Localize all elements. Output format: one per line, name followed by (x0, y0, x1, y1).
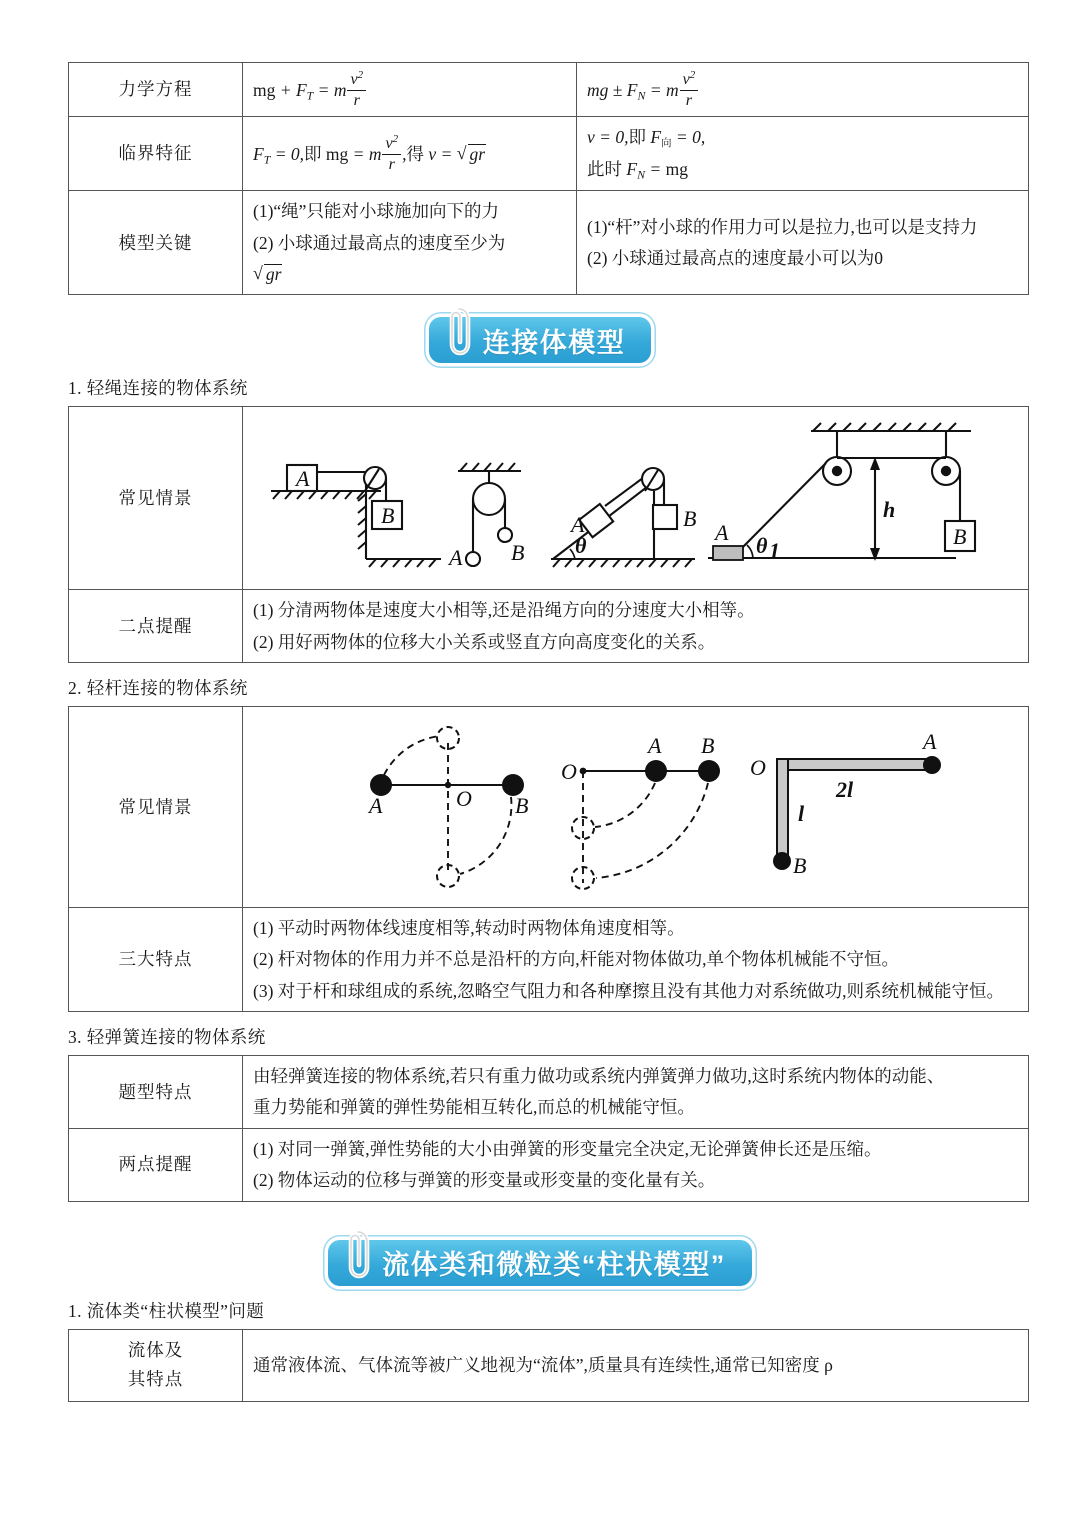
fluid-description-text: 通常液体流、气体流等被广义地视为“流体”,质量具有连续性,通常已知密度 ρ (253, 1355, 833, 1376)
svg-text:h: h (883, 497, 896, 523)
row-label-two-reminders: 二点提醒 (69, 590, 243, 663)
spring-reminder-2: (2) 物体运动的位移与弹簧的形变量或形变量的变化量有关。 (253, 1170, 716, 1191)
svg-text:A: A (369, 793, 383, 819)
table-row (69, 116, 1029, 191)
table-row (69, 908, 1029, 1012)
spring-problem-features (243, 1056, 1029, 1129)
table-row (69, 191, 1029, 295)
table-row (69, 707, 1029, 908)
svg-text:B: B (953, 524, 967, 550)
subsection-heading-rod: 2. 轻杆连接的物体系统 (68, 678, 248, 699)
table-row (69, 407, 1029, 590)
svg-text:O: O (561, 759, 577, 785)
row-label-problem-features: 题型特点 (69, 1056, 243, 1129)
table-row (69, 1056, 1029, 1129)
fig-two-pulleys-height (708, 423, 975, 563)
rod-mechanics-equation: mg ± $F_N = m$ $\frac{v^2}{r}$ (577, 63, 1029, 117)
row-label-three-features: 三大特点 (69, 908, 243, 1012)
row-label-common-scenes-rod: 常见情景 (69, 707, 243, 908)
paperclip-icon (334, 1226, 372, 1280)
spring-reminder-1: (1) 对同一弹簧,弹性势能的大小由弹簧的形变量完全决定,无论弹簧伸长还是压缩。 (253, 1138, 882, 1159)
row-label-two-reminders-spring: 两点提醒 (69, 1128, 243, 1201)
svg-text:O: O (750, 755, 766, 781)
subsection-heading-spring: 3. 轻弹簧连接的物体系统 (68, 1027, 266, 1048)
fluid-label-line-1: 流体及 (127, 1339, 184, 1360)
rod-features (243, 908, 1029, 1012)
fig-incline-pulley (551, 468, 696, 567)
svg-text:B: B (793, 853, 807, 879)
rope-reminders (243, 590, 1029, 663)
fluid-description (243, 1329, 1029, 1402)
rod-diagram-svg (253, 713, 1033, 901)
svg-text:θ: θ (756, 533, 768, 559)
fig-ceiling-pulley (447, 463, 524, 570)
rope-model-key: (1)“绳”只能对小球施加向下的力 (2) 小球通过最高点的速度至少为 √ gr (243, 191, 577, 295)
fig-L-shaped-rod (750, 729, 941, 878)
rope-critical-feature: $F_T = 0$,即 mg = m $\frac{v^2}{r}$ ,得 v = √ gr (243, 116, 577, 191)
rod-model-key (577, 191, 1029, 295)
rope-connected-systems-diagram (243, 407, 1029, 590)
fluid-column-table (68, 1329, 1029, 1403)
rope-reminder-2: (2) 用好两物体的位移大小关系或竖直方向高度变化的关系。 (253, 631, 716, 652)
svg-text:B: B (381, 503, 395, 529)
spring-feature-line-2: 重力势能和弹簧的弹性势能相互转化,而总的机械能守恒。 (253, 1097, 695, 1118)
banner-title: 流体类和微粒类“柱状模型” (382, 1250, 726, 1280)
rod-system-table (68, 706, 1029, 1012)
rod-feature-1: (1) 平动时两物体线速度相等,转动时两物体角速度相等。 (253, 918, 685, 939)
svg-text:A: A (715, 520, 729, 546)
svg-text:2l: 2l (836, 777, 854, 803)
rod-feature-2: (2) 杆对物体的作用力并不总是沿杆的方向,杆能对物体做功,单个物体机械能不守恒。 (253, 949, 900, 970)
section-banner-connected-body (0, 317, 1080, 363)
row-label-mechanics-equation: 力学方程 (69, 63, 243, 117)
svg-text:A: A (449, 545, 463, 571)
table-row (69, 63, 1029, 117)
svg-text:A: A (923, 729, 937, 755)
svg-text:θ: θ (575, 533, 587, 559)
rope-system-table (68, 406, 1029, 663)
row-label-fluid-and-features (69, 1329, 243, 1402)
rope-mechanics-equation: mg + $F_T = m$ $\frac{v^2}{r}$ (243, 63, 577, 117)
rope-key-item-2: (2) 小球通过最高点的速度至少为 (253, 232, 506, 253)
rod-connected-systems-diagram (243, 707, 1029, 908)
table-row (69, 590, 1029, 663)
row-label-common-scenes-rope: 常见情景 (69, 407, 243, 590)
rod-key-item-2: (2) 小球通过最高点的速度最小可以为0 (587, 248, 884, 269)
svg-text:A: A (648, 733, 662, 759)
row-label-model-key: 模型关键 (69, 191, 243, 295)
row-label-critical-feature: 临界特征 (69, 116, 243, 191)
rod-feature-3: (3) 对于杆和球组成的系统,忽略空气阻力和各种摩擦且没有其他力对系统做功,则系统机械能守恒。 (253, 980, 1005, 1001)
fig-rod-end-pivot (561, 733, 720, 889)
banner-fluid-column-model (328, 1240, 752, 1286)
banner-connected-body-model (429, 317, 652, 363)
textbook-page (0, 62, 1080, 1519)
svg-text:B: B (511, 540, 525, 566)
spring-reminders (243, 1128, 1029, 1201)
rod-key-item-1: (1)“杆”对小球的作用力可以是拉力,也可以是支持力 (587, 217, 978, 238)
svg-text:B: B (701, 733, 715, 759)
subsection-heading-fluid: 1. 流体类“柱状模型”问题 (68, 1300, 265, 1321)
rope-reminder-1: (1) 分清两物体是速度大小相等,还是沿绳方向的分速度大小相等。 (253, 600, 755, 621)
spring-feature-line-1: 由轻弹簧连接的物体系统,若只有重力做功或系统内弹簧弹力做功,这时系统内物体的动能、 (253, 1066, 945, 1087)
table-row (69, 1128, 1029, 1201)
svg-text:l: l (798, 801, 805, 827)
fluid-label-line-2: 其特点 (127, 1369, 184, 1390)
rope-key-item-1: (1)“绳”只能对小球施加向下的力 (253, 201, 499, 222)
svg-text:B: B (515, 793, 529, 819)
svg-text:A: A (296, 466, 310, 492)
subsection-heading-rope: 1. 轻绳连接的物体系统 (68, 378, 248, 399)
svg-text:1: 1 (769, 538, 780, 564)
svg-text:B: B (683, 506, 697, 532)
svg-text:A: A (571, 512, 585, 538)
spring-system-table (68, 1055, 1029, 1201)
fig-table-pulley (271, 465, 441, 567)
fig-rod-center-pivot (367, 727, 528, 887)
section-banner-fluid-particle (0, 1240, 1080, 1286)
svg-text:O: O (456, 786, 472, 812)
paperclip-icon (435, 303, 473, 357)
banner-title: 连接体模型 (482, 327, 626, 358)
table-row (69, 1329, 1029, 1402)
rod-critical-feature: v = 0,即 $F_向 = 0$, 此时 $F_N$ = mg (577, 116, 1029, 191)
circular-motion-table (68, 62, 1029, 295)
rope-diagram-svg (253, 413, 1033, 583)
